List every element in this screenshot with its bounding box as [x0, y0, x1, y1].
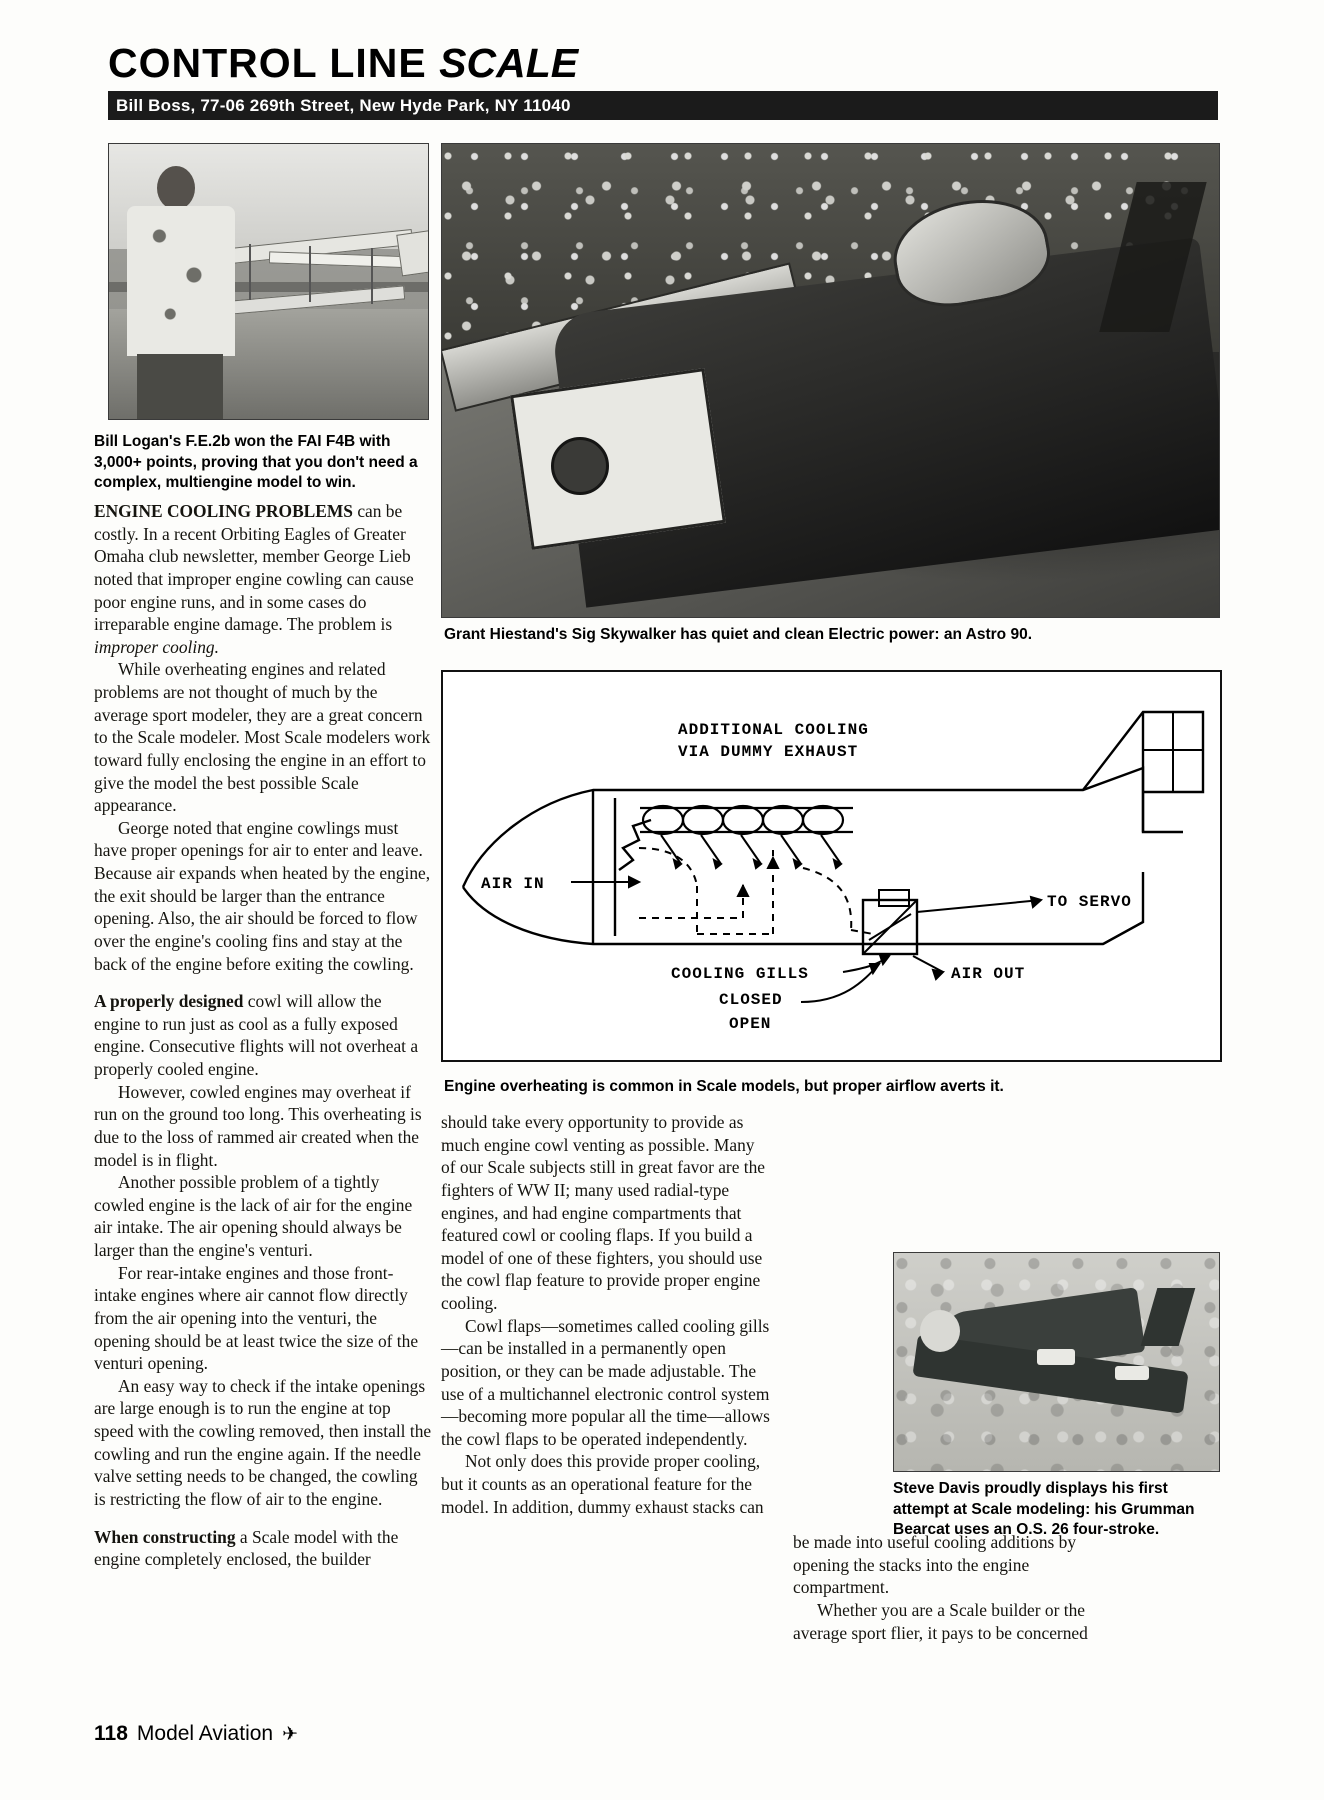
diagram-label-additional-cooling-line2: VIA DUMMY EXHAUST	[678, 743, 859, 761]
paragraph: George noted that engine cowlings must have proper openings for air to enter and leave. Because air expands when heated by the engine, the exit should be larger than the entrance opening. Also, the air should be forced to flow over the engine's cooling fins and stay at the back of the engine before exiting the cowling.	[94, 817, 431, 974]
masthead-title-main: CONTROL LINE	[108, 40, 427, 86]
model-roundel	[1115, 1366, 1149, 1380]
emphasis-text: improper cooling.	[94, 636, 219, 657]
diagram-label-open: OPEN	[729, 1015, 772, 1033]
page-title	[108, 42, 1218, 85]
model-strut	[371, 248, 373, 304]
paragraph-text: cowl will allow the engine to run just as cool as a fully exposed engine. Consecutive flights will not overheat a properly cooled engine.	[94, 991, 419, 1079]
model-roundel	[1037, 1349, 1075, 1365]
caption-sig-skywalker: Grant Hiestand's Sig Skywalker has quiet and clean Electric power: an Astro 90.	[444, 626, 1033, 643]
diagram-label-cooling-gills: COOLING GILLS	[671, 965, 809, 983]
airflow-diagram-svg	[443, 672, 1220, 1060]
photo-sig-skywalker	[441, 143, 1220, 618]
masthead-byline-bar	[108, 91, 1218, 120]
paragraph: Not only does this provide proper cooling, but it counts as an operational feature for the model. In addition, dummy exhaust stacks can	[441, 1451, 764, 1517]
magazine-name: Model Aviation	[136, 1722, 274, 1745]
airflow-diagram	[441, 670, 1222, 1062]
model-nose	[920, 1310, 960, 1352]
paragraph: Whether you are a Scale builder or the average sport flier, it pays to be concerned	[793, 1599, 1088, 1643]
person-head	[157, 166, 195, 210]
body-column-1	[94, 500, 432, 1571]
paragraph: Another possible problem of a tightly cowled engine is the lack of air for the engine air intake. The air opening should always be larger than the engine's venturi.	[94, 1172, 413, 1260]
paragraph: While overheating engines and related problems are not thought of much by the average sport modeler, they are a great concern to the Scale modeler. Most Scale modelers work toward fully enclosing the engine in an effort to give the model the best possible Scale appearance.	[94, 659, 431, 816]
paragraph	[94, 500, 432, 658]
diagram-label-air-in: AIR IN	[481, 875, 545, 893]
page-number: 118	[94, 1722, 128, 1745]
paragraph: should take every opportunity to provide as much engine cowl venting as possible. Many of our Scale subjects still in great favor are the fighters of WW II; many used radial-type engines, and had engine compartments that featured cowl or cooling flaps. If you build a model of one of these fighters, you should use the cowl flap feature to provide proper engine cooling.	[441, 1112, 766, 1313]
diagram-label-to-servo: TO SERVO	[1047, 893, 1132, 911]
photo-grumman-bearcat	[893, 1252, 1220, 1472]
diagram-label-air-out: AIR OUT	[951, 965, 1026, 983]
model-engine-cowl	[510, 368, 726, 550]
masthead	[108, 42, 1218, 120]
page-footer	[94, 1722, 298, 1746]
paragraph: An easy way to check if the intake openings are large enough is to run the engine at top speed with the cowling removed, then install the cowling and run the engine again. If the needle valve setting needs to be changed, the cowling is restricting the flow of air to the engine.	[94, 1375, 432, 1509]
model-strut	[309, 246, 311, 302]
masthead-byline: Bill Boss, 77-06 269th Street, New Hyde Park, NY 11040	[116, 95, 571, 115]
paragraph	[94, 990, 432, 1081]
lead-in-text: ENGINE COOLING PROBLEMS	[94, 501, 353, 521]
person-torso	[127, 206, 235, 356]
masthead-title-italic: SCALE	[439, 40, 579, 86]
body-column-3	[793, 1531, 1123, 1644]
model-strut	[249, 244, 251, 300]
caption-grumman-bearcat: Steve Davis proudly displays his first attempt at Scale modeling: his Grumman Bearcat uses an O.S. 26 four-stroke.	[893, 1480, 1195, 1539]
paragraph: Cowl flaps—sometimes called cooling gills—can be installed in a permanently open position, or they can be made adjustable. The use of a multichannel electronic control system—becoming more popular all the time—allows the cowl flaps to be operated independently.	[441, 1315, 770, 1449]
paragraph-text: a Scale model with the engine completely enclosed, the builder	[94, 1526, 399, 1570]
model-tail	[396, 230, 429, 277]
diagram-label-additional-cooling-line1: ADDITIONAL COOLING	[678, 721, 869, 739]
caption-bill-logan: Bill Logan's F.E.2b won the FAI F4B with 3,000+ points, proving that you don't need a complex, multiengine model to win.	[94, 433, 418, 492]
diagram-label-closed: CLOSED	[719, 991, 783, 1009]
model-cowl-opening	[551, 437, 609, 495]
photo-bill-logan-fe2b	[108, 143, 429, 420]
paragraph: be made into useful cooling additions by opening the stacks into the engine compartment.	[793, 1532, 1077, 1598]
paragraph-text: can be costly. In a recent Orbiting Eagles of Greater Omaha club newsletter, member George Lieb noted that improper engine cowling can cause poor engine runs, and in some cases do irreparable engine damage. The problem is	[94, 501, 414, 635]
body-column-2	[441, 1111, 771, 1518]
lead-in-text: A properly designed	[94, 991, 244, 1012]
paragraph: However, cowled engines may overheat if run on the ground too long. This overheating is due to the loss of rammed air created when the model is in flight.	[94, 1081, 422, 1170]
paragraph: For rear-intake engines and those front-intake engines where air cannot flow directly from the air opening into the venturi, the opening should be at least twice the size of the venturi opening.	[94, 1262, 419, 1374]
person-legs	[137, 354, 223, 420]
caption-airflow-diagram: Engine overheating is common in Scale models, but proper airflow averts it.	[444, 1078, 1004, 1095]
airplane-icon: ✈	[282, 1724, 299, 1745]
lead-in-text: When constructing	[94, 1526, 236, 1547]
paragraph	[94, 1526, 432, 1571]
